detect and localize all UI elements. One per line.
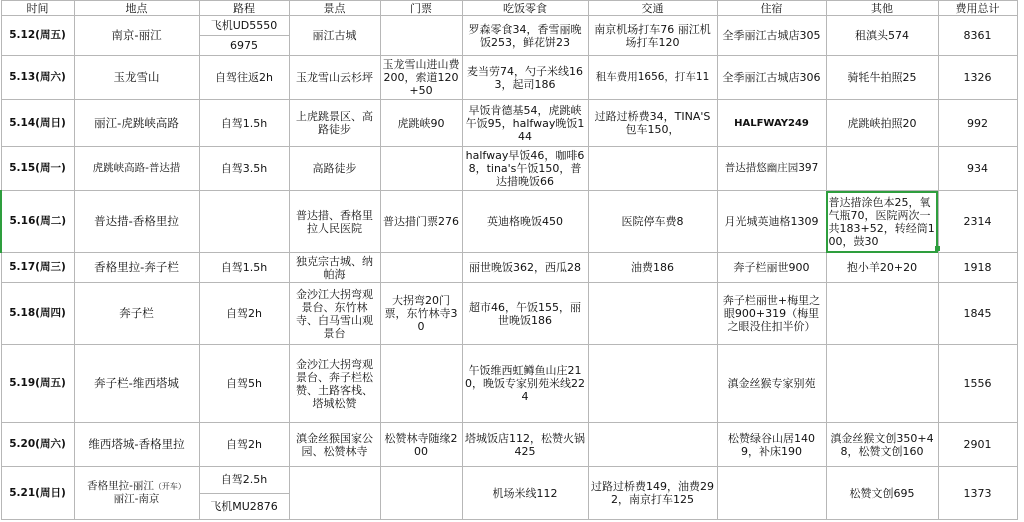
route-cell[interactable] <box>199 467 289 520</box>
table-row <box>1 16 1017 56</box>
date-cell[interactable]: 5.18(周四) <box>1 283 74 345</box>
transport-cell[interactable] <box>588 345 717 423</box>
stay-cell[interactable]: 普达措悠幽庄园397 <box>717 147 826 191</box>
food-cell[interactable]: 丽世晚饭362，西瓜28 <box>462 253 588 283</box>
date-cell[interactable]: 5.12(周五) <box>1 16 74 56</box>
food-cell[interactable]: halfway早饭46，咖啡68，tina's午饭150，普达措晚饭66 <box>462 147 588 191</box>
food-cell[interactable]: 超市46，午饭155，丽世晚饭186 <box>462 283 588 345</box>
stay-cell[interactable]: HALFWAY249 <box>717 100 826 147</box>
route-top: 自驾2.5h <box>200 467 289 494</box>
ticket-cell[interactable] <box>380 16 462 56</box>
ticket-cell[interactable]: 大拐弯20门票，东竹林寺30 <box>380 283 462 345</box>
other-cell[interactable]: 抱小羊20+20 <box>826 253 938 283</box>
stay-cell[interactable]: 全季丽江古城店306 <box>717 56 826 100</box>
transport-cell[interactable]: 租车费用1656，打车11 <box>588 56 717 100</box>
table-row <box>1 467 1017 520</box>
ticket-cell[interactable]: 普达措门票276 <box>380 191 462 253</box>
food-cell[interactable]: 机场米线112 <box>462 467 588 520</box>
date-cell[interactable]: 5.17(周三) <box>1 253 74 283</box>
route-cell[interactable]: 自驾5h <box>199 345 289 423</box>
place-line-2: 丽江-南京 <box>113 493 160 505</box>
sight-cell[interactable] <box>289 467 380 520</box>
fill-handle[interactable] <box>935 246 940 251</box>
date-cell[interactable]: 5.20(周六) <box>1 423 74 467</box>
food-cell[interactable]: 早饭肯德基54，虎跳峡午饭95，halfway晚饭144 <box>462 100 588 147</box>
stay-cell[interactable]: 全季丽江古城店305 <box>717 16 826 56</box>
header-cell[interactable]: 其他 <box>826 1 938 16</box>
route-cell[interactable]: 自驾1.5h <box>199 253 289 283</box>
header-cell[interactable]: 交通 <box>588 1 717 16</box>
date-cell[interactable]: 5.19(周五) <box>1 345 74 423</box>
header-cell[interactable]: 吃饭零食 <box>462 1 588 16</box>
transport-cell[interactable] <box>588 147 717 191</box>
table-row <box>1 423 1017 467</box>
place-cell[interactable] <box>74 467 199 520</box>
sight-cell[interactable]: 滇金丝猴国家公园、松赞林寺 <box>289 423 380 467</box>
route-cell[interactable]: 自驾3.5h <box>199 147 289 191</box>
other-cell[interactable] <box>826 283 938 345</box>
food-cell[interactable]: 英迪格晚饭450 <box>462 191 588 253</box>
stay-cell[interactable]: 松赞绿谷山居1409，补床190 <box>717 423 826 467</box>
total-cell[interactable]: 1373 <box>938 467 1017 520</box>
transport-cell[interactable] <box>588 283 717 345</box>
sight-cell[interactable]: 高路徒步 <box>289 147 380 191</box>
header-cell[interactable]: 时间 <box>1 1 74 16</box>
transport-cell[interactable] <box>588 423 717 467</box>
date-cell[interactable]: 5.14(周日) <box>1 100 74 147</box>
route-bottom: 6975 <box>230 39 258 52</box>
header-cell[interactable]: 路程 <box>199 1 289 16</box>
place-note: （开车） <box>153 482 186 491</box>
sight-cell[interactable]: 普达措、香格里拉人民医院 <box>289 191 380 253</box>
transport-cell[interactable]: 过路过桥费34，TINA'S包车150， <box>588 100 717 147</box>
header-cell[interactable]: 费用总计 <box>938 1 1017 16</box>
place-cell[interactable]: 普达措-香格里拉 <box>74 191 199 253</box>
total-cell[interactable]: 992 <box>938 100 1017 147</box>
date-cell[interactable]: 5.13(周六) <box>1 56 74 100</box>
table-row <box>1 56 1017 100</box>
total-cell[interactable]: 1918 <box>938 253 1017 283</box>
total-cell[interactable]: 8361 <box>938 16 1017 56</box>
sight-cell[interactable]: 独克宗古城、纳帕海 <box>289 253 380 283</box>
route-top: 飞机UD5550 <box>200 16 289 36</box>
route-cell[interactable] <box>199 16 289 56</box>
route-cell[interactable]: 自驾往返2h <box>199 56 289 100</box>
stay-cell[interactable]: 滇金丝猴专家别苑 <box>717 345 826 423</box>
place-cell[interactable]: 香格里拉-奔子栏 <box>74 253 199 283</box>
total-cell[interactable]: 934 <box>938 147 1017 191</box>
transport-cell[interactable]: 过路过桥费149，油费292，南京打车125 <box>588 467 717 520</box>
sight-cell[interactable]: 丽江古城 <box>289 16 380 56</box>
place-cell[interactable]: 维西塔城-香格里拉 <box>74 423 199 467</box>
place-cell[interactable]: 奔子栏-维西塔城 <box>74 345 199 423</box>
ticket-cell[interactable]: 玉龙雪山进山费200，索道120+50 <box>380 56 462 100</box>
transport-cell[interactable]: 南京机场打车76 丽江机场打车120 <box>588 16 717 56</box>
transport-cell[interactable]: 油费186 <box>588 253 717 283</box>
date-cell[interactable]: 5.16(周二) <box>1 191 74 253</box>
food-cell[interactable]: 罗森零食34，香雪丽晚饭253，鲜花饼23 <box>462 16 588 56</box>
stay-cell[interactable] <box>717 467 826 520</box>
route-cell[interactable] <box>199 191 289 253</box>
total-cell[interactable]: 1845 <box>938 283 1017 345</box>
place-cell[interactable]: 虎跳峡高路-普达措 <box>74 147 199 191</box>
other-cell[interactable]: 租滇头574 <box>826 16 938 56</box>
route-cell[interactable]: 自驾1.5h <box>199 100 289 147</box>
sight-cell[interactable]: 金沙江大拐弯观景台、奔子栏松赞、土路客栈、塔城松赞 <box>289 345 380 423</box>
place-cell[interactable]: 奔子栏 <box>74 283 199 345</box>
food-cell[interactable]: 塔城饭店112，松赞火锅425 <box>462 423 588 467</box>
route-cell[interactable]: 自驾2h <box>199 283 289 345</box>
route-bottom: 飞机MU2876 <box>210 499 278 513</box>
date-cell[interactable]: 5.15(周一) <box>1 147 74 191</box>
total-cell[interactable]: 2314 <box>938 191 1017 253</box>
ticket-cell[interactable] <box>380 345 462 423</box>
table-row <box>1 147 1017 191</box>
ticket-cell[interactable] <box>380 147 462 191</box>
other-cell[interactable]: 松赞文创695 <box>826 467 938 520</box>
other-cell[interactable]: 滇金丝猴文创350+48，松赞文创160 <box>826 423 938 467</box>
other-cell[interactable]: 骑牦牛拍照25 <box>826 56 938 100</box>
header-cell[interactable]: 门票 <box>380 1 462 16</box>
sight-cell[interactable]: 上虎跳景区、高路徒步 <box>289 100 380 147</box>
food-cell[interactable]: 午饭维西虹鳟鱼山庄210，晚饭专家别苑米线224 <box>462 345 588 423</box>
place-cell[interactable]: 南京-丽江 <box>74 16 199 56</box>
transport-cell[interactable]: 医院停车费8 <box>588 191 717 253</box>
ticket-cell[interactable] <box>380 253 462 283</box>
header-cell[interactable]: 景点 <box>289 1 380 16</box>
stay-cell[interactable]: 月光城英迪格1309 <box>717 191 826 253</box>
table-row <box>1 100 1017 147</box>
place-cell[interactable]: 丽江-虎跳峡高路 <box>74 100 199 147</box>
other-cell[interactable] <box>826 345 938 423</box>
other-cell[interactable]: 虎跳峡拍照20 <box>826 100 938 147</box>
food-cell[interactable]: 麦当劳74，勺子米线163，起司186 <box>462 56 588 100</box>
ticket-cell[interactable] <box>380 467 462 520</box>
place-cell[interactable]: 玉龙雪山 <box>74 56 199 100</box>
table-row <box>1 191 1017 253</box>
route-cell[interactable]: 自驾2h <box>199 423 289 467</box>
other-cell-selected[interactable]: 普达措涂色本25，氧气瓶70，医院两次一共183+52，转经筒100，鼓30 <box>826 191 938 253</box>
table-row <box>1 253 1017 283</box>
sight-cell[interactable]: 玉龙雪山云杉坪 <box>289 56 380 100</box>
header-cell[interactable]: 住宿 <box>717 1 826 16</box>
place-line-1: 香格里拉-丽江 <box>87 480 154 492</box>
ticket-cell[interactable]: 虎跳峡90 <box>380 100 462 147</box>
sight-cell[interactable]: 金沙江大拐弯观景台、东竹林寺、白马雪山观景台 <box>289 283 380 345</box>
ticket-cell[interactable]: 松赞林寺随缘200 <box>380 423 462 467</box>
other-cell[interactable] <box>826 147 938 191</box>
total-cell[interactable]: 2901 <box>938 423 1017 467</box>
table-row <box>1 283 1017 345</box>
table-row <box>1 345 1017 423</box>
header-row <box>1 1 1017 16</box>
total-cell[interactable]: 1326 <box>938 56 1017 100</box>
total-cell[interactable]: 1556 <box>938 345 1017 423</box>
stay-cell[interactable]: 奔子栏丽世+梅里之眼900+319（梅里之眼没住扣半价） <box>717 283 826 345</box>
stay-cell[interactable]: 奔子栏丽世900 <box>717 253 826 283</box>
header-cell[interactable]: 地点 <box>74 1 199 16</box>
date-cell[interactable]: 5.21(周日) <box>1 467 74 520</box>
